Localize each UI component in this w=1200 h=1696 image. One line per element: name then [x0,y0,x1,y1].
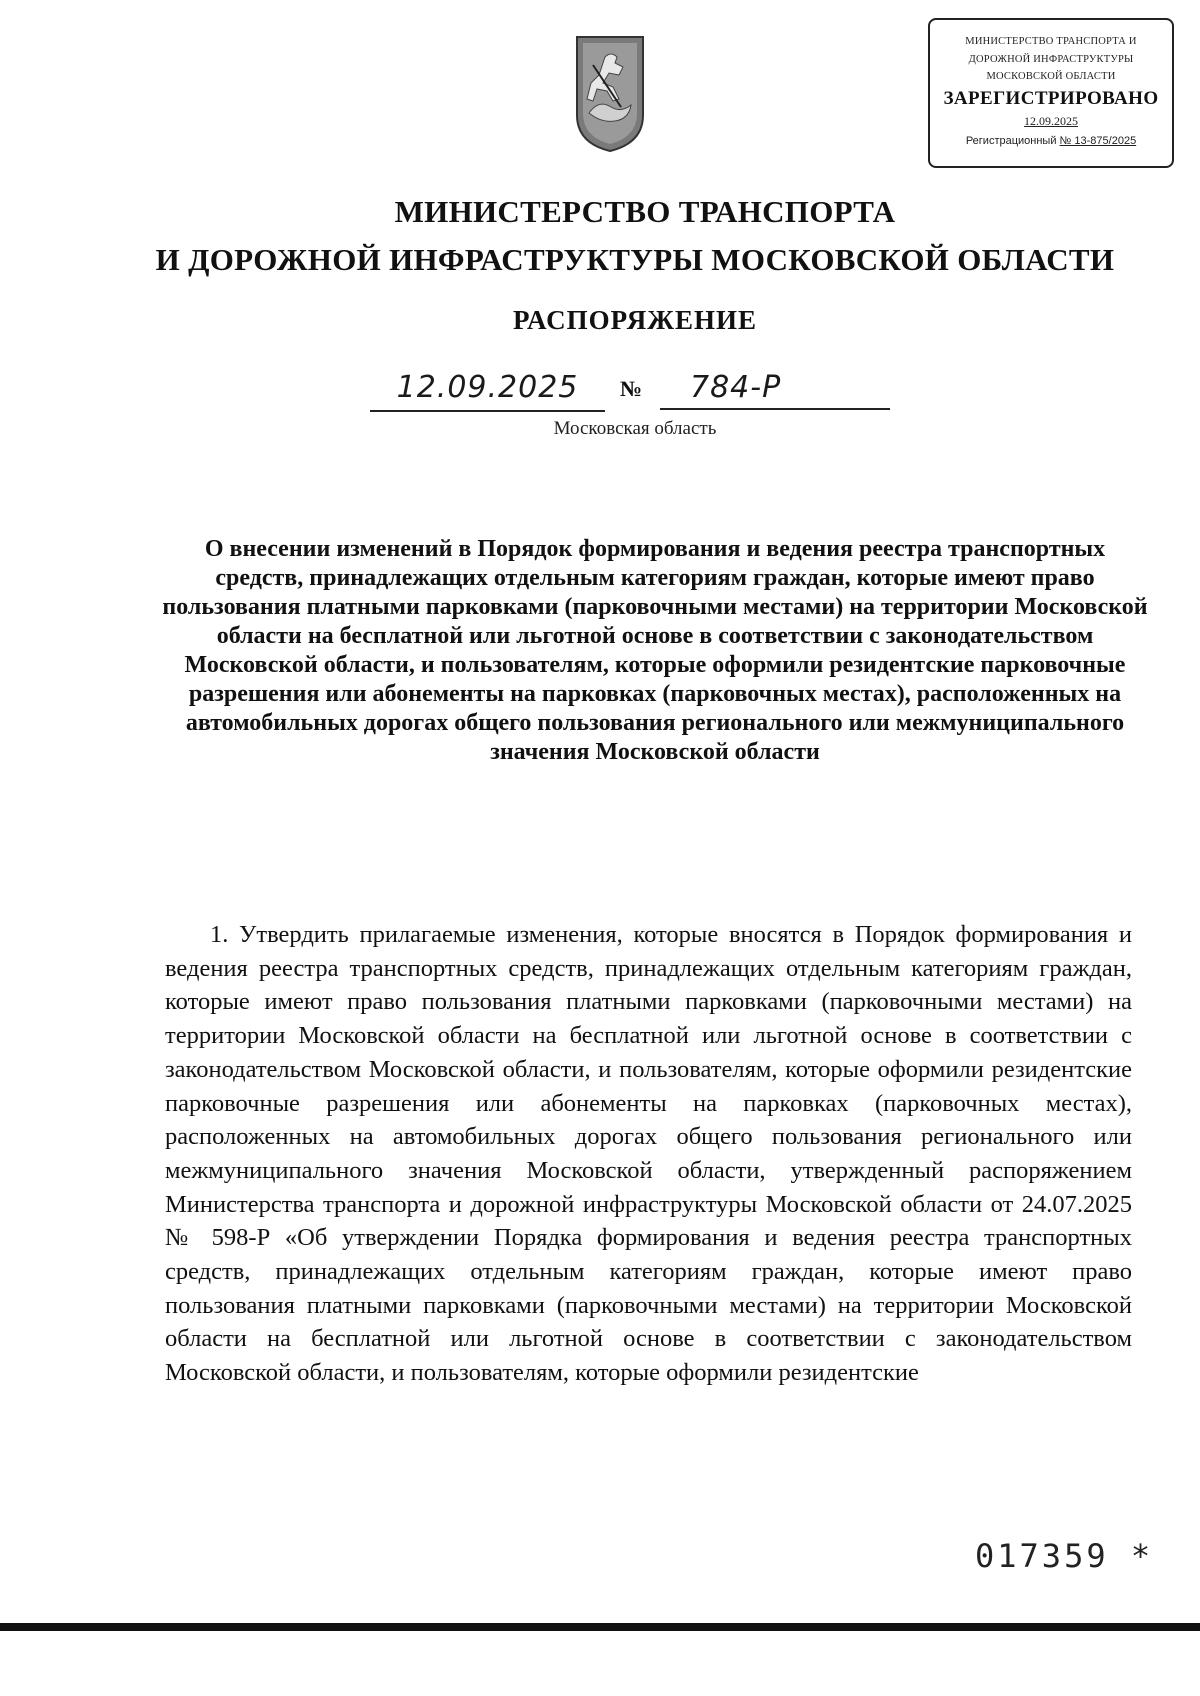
stamp-org-line-1: МИНИСТЕРСТВО ТРАНСПОРТА И [965,36,1137,47]
scan-edge-line [0,1623,1200,1631]
document-date: 12.09.2025 [396,370,579,405]
stamp-status: ЗАРЕГИСТРИРОВАНО [943,88,1159,109]
stamp-reg-label: Регистрационный [965,135,1057,147]
stamp-org-line-2: ДОРОЖНОЙ ИНФРАСТРУКТУРЫ [968,54,1134,65]
document-title: О внесении изменений в Порядок формирования и ведения реестра транспортных средств, принадлежащих отдельным категориям граждан, которые имеют право пользования платными парковками (парковочными местами) на территории Московской области на бесплатной или льготной основе в соответствии с законодательством Московской области, и пользователям, которые оформили резидентские парковочные разрешения или абонементы на парковках (парковочных местах), расположенных на автомобильных дорогах общего пользования регионального или межмуниципального значения Московской области [162,536,1148,765]
place-of-issue: Московская область [553,418,717,439]
document-number: 784-Р [690,370,782,405]
ministry-name-line-1: МИНИСТЕРСТВО ТРАНСПОРТА [394,194,896,229]
document-type: РАСПОРЯЖЕНИЕ [512,305,758,335]
number-sign: № [620,376,643,401]
stamp-reg-number: № 13-875/2025 [1059,135,1137,147]
document-date-field [370,370,605,412]
stamp-date: 12.09.2025 [1024,114,1078,128]
ministry-name-line-2: И ДОРОЖНОЙ ИНФРАСТРУКТУРЫ МОСКОВСКОЙ ОБЛАСТИ [155,242,1115,277]
ministry-name [0,188,1200,284]
serial-number: 017359 * [975,1537,1154,1575]
document-number-field [660,370,890,410]
date-number-line [370,370,890,420]
registration-stamp [928,18,1174,168]
stamp-org-line-3: МОСКОВСКОЙ ОБЛАСТИ [986,71,1116,82]
paragraph-1: 1. Утвердить прилагаемые изменения, которые вносятся в Порядок формирования и ведения реестра транспортных средств, принадлежащих отдельным категориям граждан, которые имеют право пользования платными парковками (парковочными местами) на территории Московской области на бесплатной или льготной основе в соответствии с законодательством Московской области, и пользователям, которые оформили резидентские парковочные разрешения или абонементы на парковках (парковочных местах), расположенных на автомобильных дорогах общего пользования регионального или межмуниципального значения Московской области, утвержденный распоряжением Министерства транспорта и дорожной инфраструктуры Московской области от 24.07.2025 № 598-Р «Об утверждении Порядка формирования и ведения реестра транспортных средств, принадлежащих отдельным категориям граждан, которые имеют право пользования платными парковками (парковочными местами) на территории Московской области на бесплатной или льготной основе в соответствии с законодательством Московской области, и пользователям, которые оформили резидентские [165,921,1132,1387]
coat-of-arms-emblem [575,35,645,153]
stamp-registration [930,135,1172,147]
